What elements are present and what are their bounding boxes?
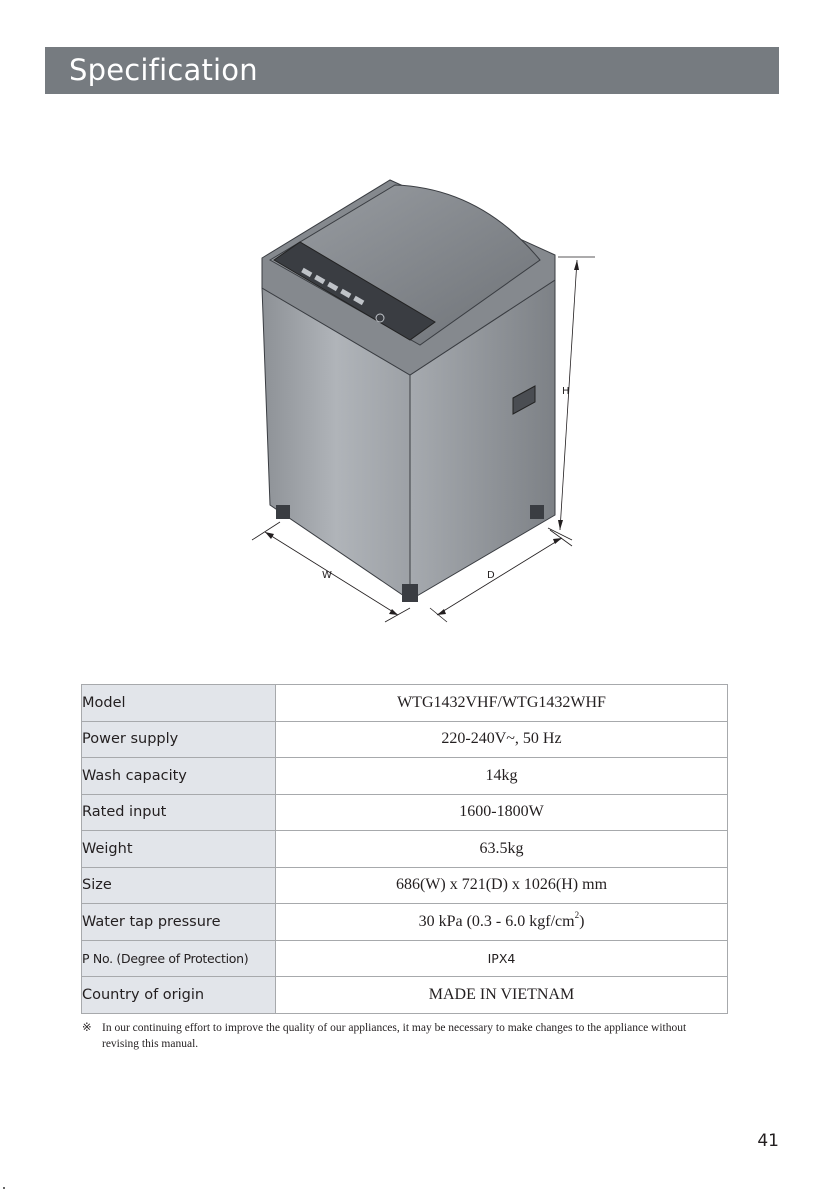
specification-table [81,684,728,1014]
spec-label: Size [82,867,276,904]
table-row [82,831,728,868]
footnote-line-2: revising this manual. [102,1037,199,1050]
spec-value-tail: ) [579,912,585,930]
spec-value: 14kg [276,758,728,795]
reference-mark: ※ [82,1022,92,1034]
table-row [82,904,728,941]
table-row [82,867,728,904]
table-row [82,977,728,1014]
spec-value [276,904,728,941]
spec-value: 220-240V~, 50 Hz [276,721,728,758]
spec-value: MADE IN VIETNAM [276,977,728,1014]
spec-label: Country of origin [82,977,276,1014]
spec-value: IPX4 [276,940,728,977]
footnote [82,1021,732,1052]
spec-label: Water tap pressure [82,904,276,941]
spec-value: WTG1432VHF/WTG1432WHF [276,685,728,722]
spec-label: Rated input [82,794,276,831]
spec-label: Wash capacity [82,758,276,795]
scan-dot [3,1187,5,1189]
table-row [82,685,728,722]
table-row [82,758,728,795]
spec-label: Weight [82,831,276,868]
spec-value-main: 30 kPa (0.3 - 6.0 kgf/cm [418,912,575,930]
footnote-line-1: In our continuing effort to improve the quality of our appliances, it may be necessary to make changes to the appliance without [102,1022,687,1034]
spec-label: Power supply [82,721,276,758]
section-title-banner [45,47,779,94]
section-title: Specification [69,53,258,87]
spec-value-superscript: 2 [574,909,580,920]
spec-value: 1600-1800W [276,794,728,831]
spec-label: P No. (Degree of Protection) [82,940,276,977]
table-row [82,721,728,758]
dim-label-width: W [322,570,332,581]
spec-label: Model [82,685,276,722]
dim-label-depth: D [487,570,495,581]
dim-label-height: H [562,386,570,397]
table-row [82,940,728,977]
page-number: 41 [757,1131,779,1151]
spec-value: 686(W) x 721(D) x 1026(H) mm [276,867,728,904]
spec-value: 63.5kg [276,831,728,868]
washing-machine-illustration [240,160,620,630]
table-row [82,794,728,831]
